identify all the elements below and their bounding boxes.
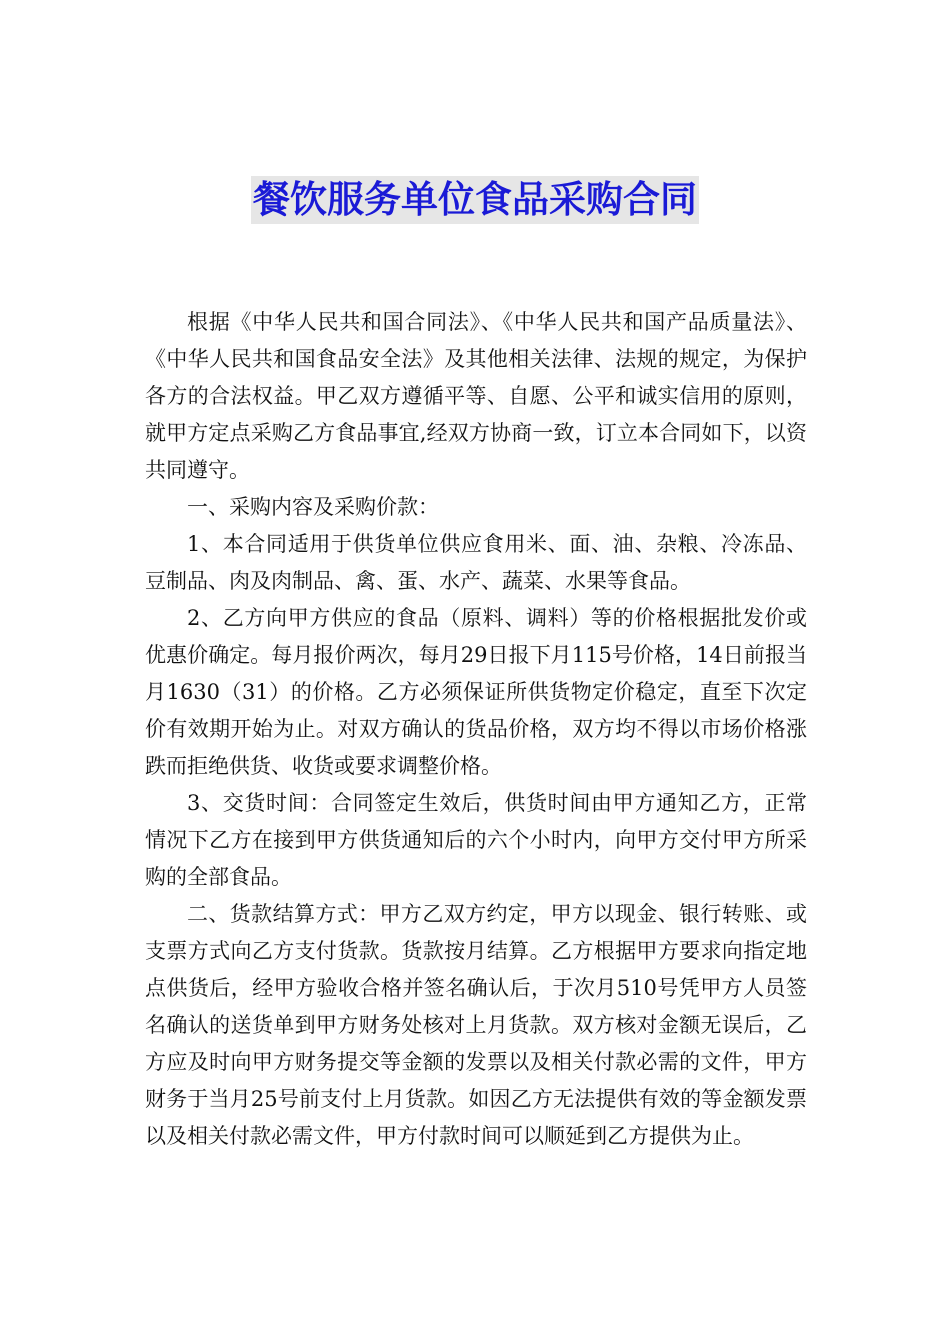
- paragraph-preamble: 根据《中华人民共和国合同法》、《中华人民共和国产品质量法》、《中华人民共和国食品安全法》及其他相关法律、法规的规定，为保护各方的合法权益。甲乙双方遵循平等、自愿、公平和诚实信用的原则，就甲方定点采购乙方食品事宜,经双方协商一致，订立本合同如下，以资共同遵守。: [145, 310, 807, 482]
- document-title: 餐饮服务单位食品采购合同: [251, 176, 699, 224]
- paragraph-section-2: 二、货款结算方式：甲方乙双方约定，甲方以现金、银行转账、或支票方式向乙方支付货款。货款按月结算。乙方根据甲方要求向指定地点供货后，经甲方验收合格并签名确认后，于次月510号凭甲方人员签名确认的送货单到甲方财务处核对上月货款。双方核对金额无误后，乙方应及时向甲方财务提交等金额的发票以及相关付款必需的文件，甲方财务于当月25号前支付上月货款。如因乙方无法提供有效的等金额发票以及相关付款必需文件，甲方付款时间可以顺延到乙方提供为止。: [145, 902, 807, 1148]
- paragraph-clause-2: 2、乙方向甲方供应的食品（原料、调料）等的价格根据批发价或优惠价确定。每月报价两次，每月29日报下月115号价格，14日前报当月1630（31）的价格。乙方必须保证所供货物定价稳定，直至下次定价有效期开始为止。对双方确认的货品价格，双方均不得以市场价格涨跌而拒绝供货、收货或要求调整价格。: [145, 606, 807, 778]
- paragraph-section-1-heading: 一、采购内容及采购价款：: [187, 495, 439, 519]
- paragraph-clause-1: 1、本合同适用于供货单位供应食用米、面、油、杂粮、冷冻品、豆制品、肉及肉制品、禽、蛋、水产、蔬菜、水果等食品。: [145, 532, 807, 593]
- paragraph-clause-3: 3、交货时间：合同签定生效后，供货时间由甲方通知乙方，正常情况下乙方在接到甲方供货通知后的六个小时内，向甲方交付甲方所采购的全部食品。: [145, 791, 807, 889]
- document-body: [145, 304, 807, 1155]
- title-container: [0, 176, 950, 224]
